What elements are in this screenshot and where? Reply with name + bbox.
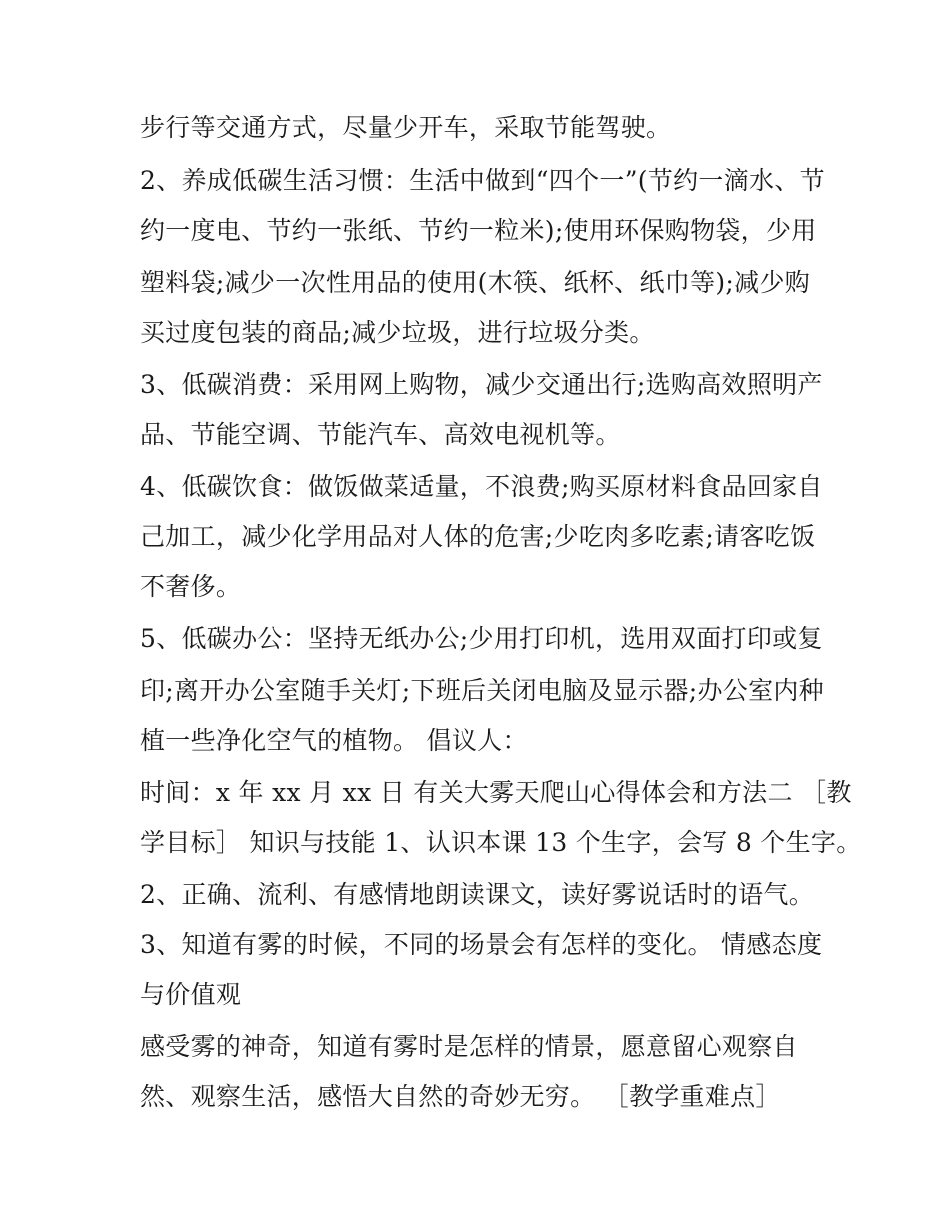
text-line: 约一度电、节约一张纸、节约一粒米);使用环保购物袋，少用 — [140, 216, 817, 245]
text-line: 不奢侈。 — [140, 572, 242, 601]
text-line: 印;离开办公室随手关灯;下班后关闭电脑及显示器;办公室内种 — [140, 676, 824, 705]
text-line: 5、低碳办公：坚持无纸办公;少用打印机，选用双面打印或复 — [140, 624, 823, 653]
text-line: 植一些净化空气的植物。 倡议人： — [140, 726, 528, 755]
text-line: 然、观察生活，感悟大自然的奇妙无穷。 ［教学重难点］ — [140, 1082, 781, 1111]
text-line: 时间：x 年 xx 月 xx 日 有关大雾天爬山心得体会和方法二 ［教 — [140, 778, 852, 807]
text-line: 品、节能空调、节能汽车、高效电视机等。 — [140, 420, 621, 449]
text-line: 感受雾的神奇，知道有雾时是怎样的情景，愿意留心观察自 — [140, 1032, 798, 1061]
text-line: 学目标］ 知识与技能 1、认识本课 13 个生字，会写 8 个生字。 — [140, 828, 862, 857]
text-line: 3、低碳消费：采用网上购物，减少交通出行;选购高效照明产 — [140, 370, 823, 399]
text-line: 2、正确、流利、有感情地朗读课文，读好雾说话时的语气。 — [140, 880, 815, 909]
text-line: 买过度包装的商品;减少垃圾，进行垃圾分类。 — [140, 318, 655, 347]
text-line: 塑料袋;减少一次性用品的使用(木筷、纸杯、纸巾等);减少购 — [140, 268, 811, 297]
text-line: 与价值观 — [140, 980, 242, 1009]
text-line: 3、知道有雾的时候，不同的场景会有怎样的变化。 情感态度 — [140, 930, 823, 959]
text-line: 己加工，减少化学用品对人体的危害;少吃肉多吃素;请客吃饭 — [140, 522, 816, 551]
text-line: 4、低碳饮食：做饭做菜适量，不浪费;购买原材料食品回家自 — [140, 472, 823, 501]
text-line: 2、养成低碳生活习惯：生活中做到“四个一”(节约一滴水、节 — [140, 166, 825, 195]
text-line: 步行等交通方式，尽量少开车，采取节能驾驶。 — [140, 113, 672, 142]
